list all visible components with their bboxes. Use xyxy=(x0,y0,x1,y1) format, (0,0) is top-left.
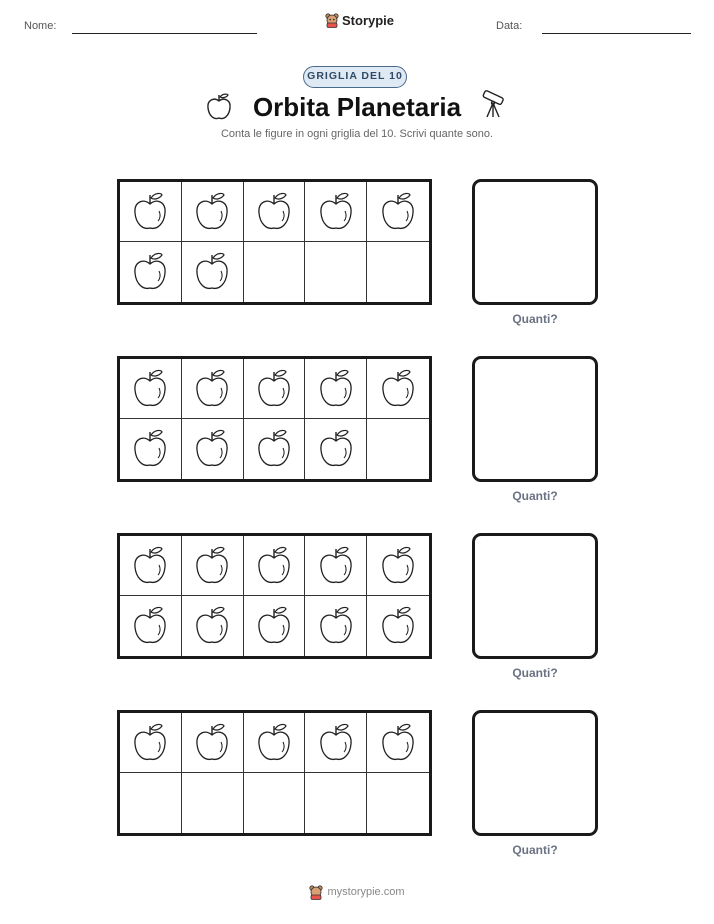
apple-icon xyxy=(255,368,293,410)
frame-cell xyxy=(305,242,367,302)
telescope-icon xyxy=(478,90,508,120)
apple-icon xyxy=(255,191,293,233)
apple-icon xyxy=(131,251,169,293)
apple-icon xyxy=(131,722,169,764)
apple-icon xyxy=(131,545,169,587)
apple-icon xyxy=(205,92,233,122)
date-line[interactable] xyxy=(542,33,691,34)
answer-box-3[interactable] xyxy=(472,533,598,659)
frame-cell xyxy=(305,596,367,656)
instructions: Conta le figure in ogni griglia del 10. Scrivi quante sono. xyxy=(220,128,494,140)
frame-cell xyxy=(367,419,429,479)
footer-url: mystorypie.com xyxy=(327,886,405,898)
apple-icon xyxy=(317,368,355,410)
frame-cell xyxy=(305,773,367,833)
frame-cell xyxy=(120,359,182,419)
apple-icon xyxy=(255,545,293,587)
name-line[interactable] xyxy=(72,33,257,34)
date-label: Data: xyxy=(496,20,523,32)
bear-mascot-icon xyxy=(325,12,339,28)
apple-icon xyxy=(193,251,231,293)
ten-frame-2 xyxy=(117,356,432,482)
frame-cell xyxy=(244,419,306,479)
frame-cell xyxy=(305,359,367,419)
worksheet-tag: GRIGLIA DEL 10 xyxy=(303,66,407,88)
frame-cell xyxy=(120,242,182,302)
answer-box-1[interactable] xyxy=(472,179,598,305)
apple-icon xyxy=(379,545,417,587)
frame-cell xyxy=(120,182,182,242)
apple-icon xyxy=(317,722,355,764)
frame-cell xyxy=(182,419,244,479)
apple-icon xyxy=(317,605,355,647)
answer-label: Quanti? xyxy=(512,843,558,857)
ten-frame-1 xyxy=(117,179,432,305)
frame-cell xyxy=(244,242,306,302)
frame-cell xyxy=(244,359,306,419)
apple-icon xyxy=(131,428,169,470)
frame-cell xyxy=(120,773,182,833)
frame-cell xyxy=(182,596,244,656)
apple-icon xyxy=(193,605,231,647)
brand-name: Storypie xyxy=(342,12,395,28)
apple-icon xyxy=(193,368,231,410)
apple-icon xyxy=(193,545,231,587)
bear-mascot-icon xyxy=(309,884,323,900)
frame-cell xyxy=(244,536,306,596)
answer-label: Quanti? xyxy=(512,666,558,680)
frame-cell xyxy=(182,773,244,833)
frame-cell xyxy=(182,359,244,419)
apple-icon xyxy=(255,722,293,764)
name-label: Nome: xyxy=(24,20,57,32)
frame-cell xyxy=(182,713,244,773)
frame-cell xyxy=(367,773,429,833)
apple-icon xyxy=(379,191,417,233)
frame-cell xyxy=(182,182,244,242)
frame-cell xyxy=(305,182,367,242)
frame-cell xyxy=(182,242,244,302)
frame-cell xyxy=(120,419,182,479)
frame-cell xyxy=(367,182,429,242)
frame-cell xyxy=(182,536,244,596)
apple-icon xyxy=(193,722,231,764)
apple-icon xyxy=(255,428,293,470)
frame-cell xyxy=(120,713,182,773)
apple-icon xyxy=(379,605,417,647)
frame-cell xyxy=(367,713,429,773)
frame-cell xyxy=(305,419,367,479)
brand-logo xyxy=(325,12,394,28)
apple-icon xyxy=(193,191,231,233)
ten-frame-3 xyxy=(117,533,432,659)
frame-cell xyxy=(367,242,429,302)
frame-cell xyxy=(367,596,429,656)
apple-icon xyxy=(317,191,355,233)
page-title: Orbita Planetaria xyxy=(252,92,462,122)
footer xyxy=(0,884,714,900)
frame-cell xyxy=(244,596,306,656)
frame-cell xyxy=(244,773,306,833)
apple-icon xyxy=(193,428,231,470)
frame-cell xyxy=(244,182,306,242)
frame-cell xyxy=(120,596,182,656)
frame-cell xyxy=(120,536,182,596)
apple-icon xyxy=(131,605,169,647)
ten-frame-4 xyxy=(117,710,432,836)
apple-icon xyxy=(255,605,293,647)
frame-cell xyxy=(305,536,367,596)
answer-box-2[interactable] xyxy=(472,356,598,482)
apple-icon xyxy=(317,545,355,587)
frame-cell xyxy=(367,359,429,419)
frame-cell xyxy=(305,713,367,773)
apple-icon xyxy=(379,722,417,764)
answer-label: Quanti? xyxy=(512,489,558,503)
answer-label: Quanti? xyxy=(512,312,558,326)
apple-icon xyxy=(317,428,355,470)
answer-box-4[interactable] xyxy=(472,710,598,836)
frame-cell xyxy=(244,713,306,773)
apple-icon xyxy=(131,368,169,410)
apple-icon xyxy=(379,368,417,410)
frame-cell xyxy=(367,536,429,596)
apple-icon xyxy=(131,191,169,233)
